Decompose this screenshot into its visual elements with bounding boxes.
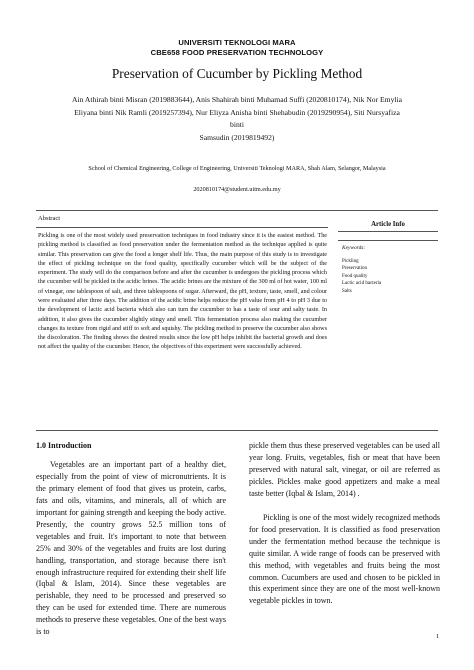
author-line: Eliyana binti Nik Ramli (2019257394), Nur Eliyza Anisha binti Shehabudin (2019290954), Siti Nursyafiza binti: [74, 107, 400, 130]
body-column-right: [249, 440, 440, 607]
university-header: [0, 38, 474, 58]
author-line: Ain Athirah binti Misran (2019883644), Anis Shahirah binti Muhamad Suffi (2020810174), Nik Nor Emylia: [72, 95, 402, 104]
university-name: UNIVERSITI TEKNOLOGI MARA: [178, 38, 296, 47]
keywords-list: [342, 258, 381, 295]
keyword: Lactic acid bacteria: [342, 281, 382, 287]
author-line: Samsudin (2019819492): [199, 132, 275, 142]
body-column-left: [36, 440, 226, 638]
keyword: Food quality: [342, 273, 368, 279]
article-info-title: Article Info: [371, 221, 405, 228]
page-number: 1: [436, 633, 440, 640]
divider: [36, 430, 438, 431]
author-list: [70, 94, 404, 144]
contact-email[interactable]: 2020810174@student.uitm.edu.my: [193, 186, 281, 193]
abstract-label: Abstract: [38, 215, 61, 222]
paragraph: Vegetables are an important part of a healthy diet, especially from the point of view of micronutrients. It is the primary element of food that gives us protein, carbs, fats and oils, vitamins, and minerals, all of which are important for gaining strength and keeping the body active. Presently, the country grows 52.5 million tons of vegetables and fruit. It's important to note that between 25% and 30% of the vegetables and fruits are lost during handling, transportation, and storage because there isn't enough infrastructure required for extending their shelf life (Iqbal & Islam, 2014). Since these vegetables are perishable, they need to be processed and preserved so they can be used for extended time. There are numerous methods to preserve these vegetables. One of the best ways is to: [36, 459, 226, 637]
affiliation: School of Chemical Engineering, College of Engineering, Universiti Teknologi MARA, Shah Alam, Selangor, Malaysia: [88, 165, 386, 172]
divider: [36, 227, 328, 228]
keyword: Preservation: [342, 266, 367, 272]
divider: [338, 240, 438, 241]
abstract-body: [38, 232, 327, 353]
paper-title: Preservation of Cucumber by Pickling Method: [111, 66, 363, 81]
section-heading: 1.0 Introduction: [36, 441, 92, 450]
keyword: Pickling: [342, 259, 359, 264]
paragraph: Pickling is one of the most widely recognized methods for food preservation. It is classified as food preservation under the fermentation method because the technique is quite similar. A wide range of foods can be preserved with this method, with vegetables and fruits being the most common. Cucumbers are used and chosen to be pickled in this experiment since they are one of the most well-known vegetable pickles in town.: [249, 512, 440, 606]
abstract-text: Pickling is one of the most widely used preservation techniques in food industry since it is the easiest method. The pickling method is classified as food preservation under the fermentation method as the technique applied is quite similar. This preservation can give the food a longer shelf life. Thus, the main purpose of this study is to investigate the effect of pickling technique on the food quality, specifically cucumber which will be the subject of the experiment. The study will do the comparison before and after the cucumber is undergoes the pickling process which the cucumber will be pickled in the acidic brines. The acidic brines are the mixture of the 300 ml of hot water, 100 ml of vinegar, one tablespoon of salt, and three tablespoons of sugar. Afterward, the pH, texture, taste, smell, and colour were evaluated after three days. The addition of the acidic brine helps reduce the pH value from pH 4 to pH 3 due to the development of lactic acid bacteria which also can turn the cucumber to has a taste of sour and salty taste. In addition, it also gives the cucumber slightly stingy and smell. This fermentation process also making the cucumber changes its texture from rigid and stiff to soft and squishy. The pickling method to preserve the cucumber also shows the discoloration. The finding shows the desired results since the low pH helps inhibit the bacterial growth and does not affect the quality of the cucumber. Hence, the objectives of this experiment were successfully achieved.: [38, 233, 328, 351]
paragraph: pickle them thus these preserved vegetables can be used all year long. Fruits, vegetables, fish or meat that have been preserved with natural salt, vinegar, or oil are referred as pickles. Pickles make good appetizers and make a meal taste better (Iqbal & Islam, 2014) .: [249, 441, 440, 498]
divider: [338, 231, 438, 232]
course-name: CBE658 FOOD PRESERVATION TECHNOLOGY: [150, 48, 324, 57]
keywords-label: Keywords:: [342, 245, 366, 251]
divider: [36, 210, 438, 211]
keyword: Salts: [342, 288, 352, 294]
